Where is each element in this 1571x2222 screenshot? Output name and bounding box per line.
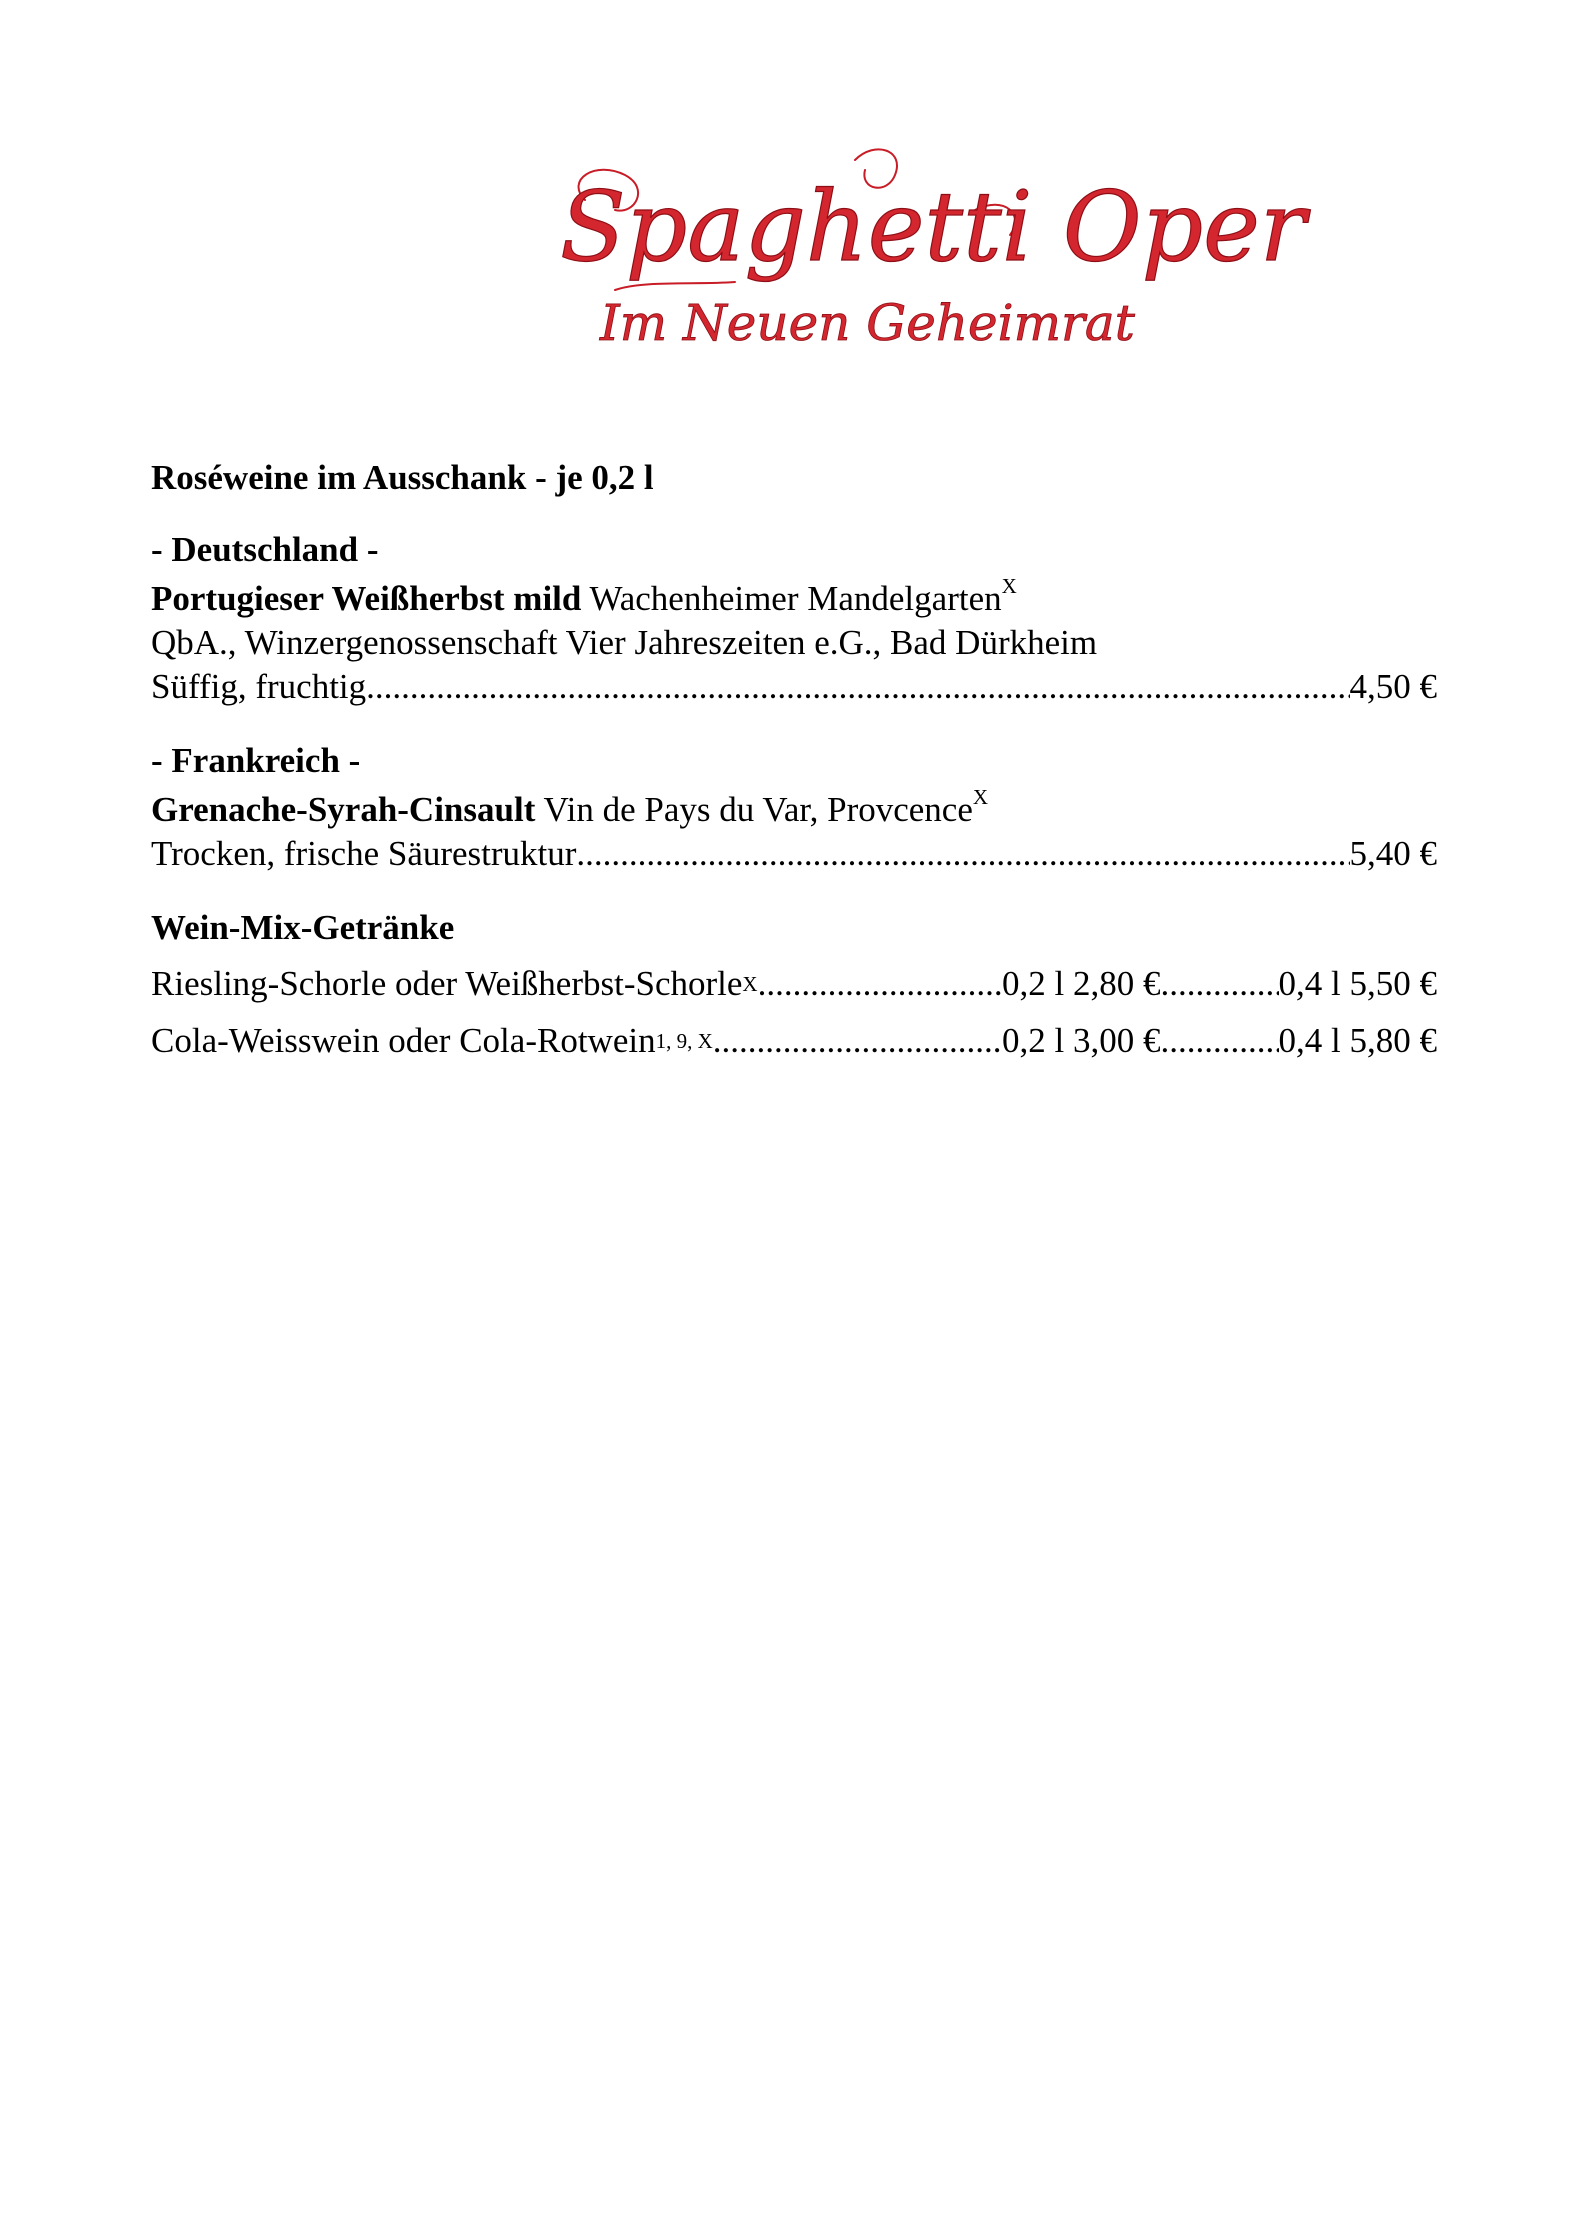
wine-origin-footnote: X — [1001, 574, 1017, 599]
dot-leader — [1161, 962, 1279, 1006]
mix-item: Cola-Weisswein oder Cola-Rotwein $^{1, 9, X}$ ..... 0,2 l 3,00 € ..... 0,4 l 5,80 € — [151, 1019, 1437, 1063]
wine-title-line — [151, 574, 1437, 621]
mix-item: Riesling-Schorle oder Weißherbst-Schorle $^X$ ..... 0,2 l 2,80 € ..... 0,4 l 5,50 € — [151, 962, 1437, 1006]
wine-producer: QbA., Winzergenossenschaft Vier Jahreszeiten e.G., Bad Dürkheim — [151, 623, 1098, 662]
mix-item-small-price: 0,2 l 3,00 € — [1002, 1021, 1161, 1060]
dot-leader — [576, 832, 1349, 876]
wine-name: Grenache-Syrah-Cinsault — [151, 790, 536, 829]
region-heading-germany: - Deutschland - — [151, 530, 379, 569]
dot-leader — [366, 665, 1349, 709]
wine-entry-france — [151, 785, 1437, 876]
wine-title-line — [151, 785, 1437, 832]
wine-price: 5,40 € — [1349, 834, 1437, 873]
wine-entry-germany — [151, 574, 1437, 709]
menu-title: Roséweine im Ausschank - je 0,2 l — [151, 458, 654, 497]
mix-item-large-price: 0,4 l 5,80 € — [1278, 1021, 1437, 1060]
wine-description: Trocken, frische Säurestruktur — [151, 834, 577, 873]
wine-price-line — [151, 665, 1437, 709]
dot-leader — [713, 1019, 1002, 1063]
wine-description: Süffig, fruchtig — [151, 667, 367, 706]
dot-leader — [1161, 1019, 1279, 1063]
wine-origin: Wachenheimer Mandelgarten — [589, 579, 1002, 618]
wine-name: Portugieser Weißherbst mild — [151, 579, 582, 618]
region-heading-france: - Frankreich - — [151, 741, 361, 780]
logo-graphic — [555, 140, 1306, 355]
wine-price-line — [151, 832, 1437, 876]
restaurant-logo — [555, 140, 1306, 355]
logo-subtitle: Im Neuen Geheimrat — [600, 294, 1135, 352]
logo-title: Spaghetti Oper — [560, 171, 1306, 283]
mix-item-name: Cola-Weisswein oder Cola-Rotwein — [151, 1021, 656, 1060]
dot-leader — [758, 962, 1002, 1006]
mix-item-large-price: 0,4 l 5,50 € — [1278, 964, 1437, 1003]
menu-content — [151, 456, 1437, 1076]
mix-item-name: Riesling-Schorle oder Weißherbst-Schorle — [151, 964, 743, 1003]
mix-item-small-price: 0,2 l 2,80 € — [1002, 964, 1161, 1003]
wine-origin-footnote: X — [972, 785, 989, 810]
logo-swirl-mid — [615, 282, 735, 290]
wine-origin: Vin de Pays du Var, Provcence — [543, 790, 973, 829]
wine-price: 4,50 € — [1349, 667, 1437, 706]
mix-heading: Wein-Mix-Getränke — [151, 908, 455, 947]
